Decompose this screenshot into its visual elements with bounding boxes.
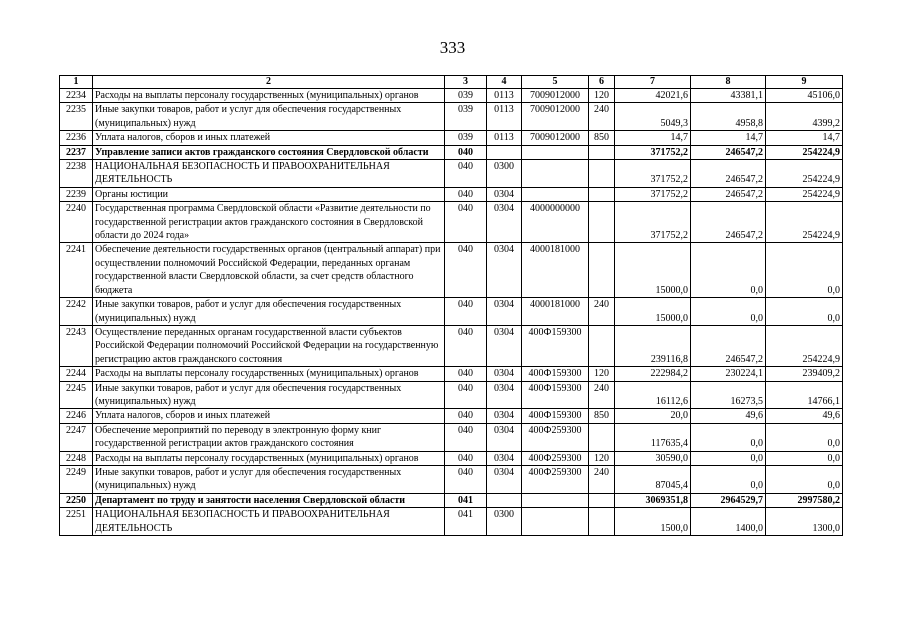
col-header: 8	[691, 76, 766, 89]
row-name: НАЦИОНАЛЬНАЯ БЕЗОПАСНОСТЬ И ПРАВООХРАНИТЕЛЬНАЯ ДЕЯТЕЛЬНОСТЬ	[93, 508, 445, 536]
table-row	[60, 423, 843, 451]
table-row	[60, 160, 843, 188]
row-target-code	[522, 187, 589, 201]
row-expense-type: 240	[589, 465, 615, 493]
row-value-col9: 0,0	[766, 451, 843, 465]
page-number: 333	[439, 38, 466, 57]
row-expense-type	[589, 423, 615, 451]
row-section-code: 0304	[487, 381, 522, 409]
row-admin-code: 040	[445, 451, 487, 465]
row-value-col8: 14,7	[691, 131, 766, 145]
row-admin-code: 040	[445, 423, 487, 451]
row-section-code: 0304	[487, 409, 522, 423]
row-expense-type: 120	[589, 451, 615, 465]
row-section-code: 0304	[487, 325, 522, 366]
table-row	[60, 493, 843, 507]
row-target-code	[522, 145, 589, 159]
row-target-code	[522, 508, 589, 536]
row-name: Обеспечение деятельности государственных органов (центральный аппарат) при осуществлении полномочий Российской Федерации, переданных органам государственной власти Свердловской области, за счет средств областного бюджета	[93, 243, 445, 298]
row-expense-type: 240	[589, 103, 615, 131]
row-admin-code: 040	[445, 325, 487, 366]
col-header: 9	[766, 76, 843, 89]
row-target-code	[522, 493, 589, 507]
row-section-code: 0304	[487, 187, 522, 201]
row-admin-code: 040	[445, 202, 487, 243]
row-number: 2249	[60, 465, 93, 493]
row-admin-code: 040	[445, 243, 487, 298]
row-target-code: 400Ф259300	[522, 451, 589, 465]
row-target-code: 7009012000	[522, 131, 589, 145]
row-expense-type: 240	[589, 298, 615, 326]
row-expense-type	[589, 508, 615, 536]
row-value-col9: 2997580,2	[766, 493, 843, 507]
row-expense-type: 120	[589, 367, 615, 381]
row-section-code: 0304	[487, 243, 522, 298]
col-header: 7	[615, 76, 691, 89]
row-value-col7: 15000,0	[615, 243, 691, 298]
row-number: 2251	[60, 508, 93, 536]
col-header: 3	[445, 76, 487, 89]
table-row	[60, 202, 843, 243]
row-admin-code: 041	[445, 508, 487, 536]
row-admin-code: 039	[445, 103, 487, 131]
row-admin-code: 041	[445, 493, 487, 507]
row-name: Департамент по труду и занятости населения Свердловской области	[93, 493, 445, 507]
row-target-code: 7009012000	[522, 89, 589, 103]
col-header: 2	[93, 76, 445, 89]
row-section-code	[487, 493, 522, 507]
col-header: 6	[589, 76, 615, 89]
row-name: Расходы на выплаты персоналу государственных (муниципальных) органов	[93, 451, 445, 465]
row-target-code: 4000181000	[522, 243, 589, 298]
row-value-col8: 2964529,7	[691, 493, 766, 507]
row-admin-code: 040	[445, 298, 487, 326]
row-number: 2235	[60, 103, 93, 131]
row-section-code: 0304	[487, 423, 522, 451]
row-value-col9: 1300,0	[766, 508, 843, 536]
row-value-col7: 117635,4	[615, 423, 691, 451]
row-value-col8: 0,0	[691, 465, 766, 493]
row-name: Уплата налогов, сборов и иных платежей	[93, 409, 445, 423]
row-expense-type	[589, 325, 615, 366]
row-name: Иные закупки товаров, работ и услуг для обеспечения государственных (муниципальных) нужд	[93, 103, 445, 131]
row-value-col9: 45106,0	[766, 89, 843, 103]
row-section-code: 0304	[487, 451, 522, 465]
row-number: 2240	[60, 202, 93, 243]
row-section-code: 0113	[487, 89, 522, 103]
row-name: Обеспечение мероприятий по переводу в электронную форму книг государственной регистрации актов гражданского состояния	[93, 423, 445, 451]
row-name: Органы юстиции	[93, 187, 445, 201]
row-admin-code: 040	[445, 381, 487, 409]
row-value-col7: 371752,2	[615, 145, 691, 159]
row-value-col7: 239116,8	[615, 325, 691, 366]
row-number: 2244	[60, 367, 93, 381]
row-value-col9: 49,6	[766, 409, 843, 423]
row-value-col7: 42021,6	[615, 89, 691, 103]
row-value-col7: 16112,6	[615, 381, 691, 409]
row-section-code: 0304	[487, 465, 522, 493]
row-value-col7: 20,0	[615, 409, 691, 423]
row-name: Иные закупки товаров, работ и услуг для обеспечения государственных (муниципальных) нужд	[93, 381, 445, 409]
row-value-col8: 49,6	[691, 409, 766, 423]
row-value-col8: 43381,1	[691, 89, 766, 103]
row-name: Государственная программа Свердловской области «Развитие деятельности по государственной регистрации актов гражданского состояния в Свердловской области до 2024 года»	[93, 202, 445, 243]
row-section-code: 0304	[487, 202, 522, 243]
row-number: 2247	[60, 423, 93, 451]
table-row	[60, 381, 843, 409]
row-value-col7: 14,7	[615, 131, 691, 145]
row-admin-code: 040	[445, 465, 487, 493]
row-number: 2234	[60, 89, 93, 103]
row-value-col9: 14,7	[766, 131, 843, 145]
row-section-code	[487, 145, 522, 159]
row-value-col8: 0,0	[691, 298, 766, 326]
row-value-col7: 371752,2	[615, 202, 691, 243]
row-number: 2241	[60, 243, 93, 298]
row-name: Иные закупки товаров, работ и услуг для обеспечения государственных (муниципальных) нужд	[93, 298, 445, 326]
row-value-col8: 246547,2	[691, 160, 766, 188]
table-row	[60, 103, 843, 131]
row-target-code	[522, 160, 589, 188]
row-name: НАЦИОНАЛЬНАЯ БЕЗОПАСНОСТЬ И ПРАВООХРАНИТЕЛЬНАЯ ДЕЯТЕЛЬНОСТЬ	[93, 160, 445, 188]
row-number: 2245	[60, 381, 93, 409]
row-value-col8: 246547,2	[691, 325, 766, 366]
table-row	[60, 465, 843, 493]
row-number: 2238	[60, 160, 93, 188]
table-row	[60, 298, 843, 326]
row-number: 2236	[60, 131, 93, 145]
table-row	[60, 409, 843, 423]
row-value-col8: 1400,0	[691, 508, 766, 536]
row-admin-code: 040	[445, 367, 487, 381]
row-expense-type	[589, 243, 615, 298]
row-name: Иные закупки товаров, работ и услуг для обеспечения государственных (муниципальных) нужд	[93, 465, 445, 493]
row-number: 2237	[60, 145, 93, 159]
row-number: 2239	[60, 187, 93, 201]
table-row	[60, 145, 843, 159]
row-expense-type	[589, 493, 615, 507]
row-name: Расходы на выплаты персоналу государственных (муниципальных) органов	[93, 89, 445, 103]
row-value-col9: 0,0	[766, 298, 843, 326]
row-admin-code: 039	[445, 89, 487, 103]
row-value-col7: 5049,3	[615, 103, 691, 131]
row-section-code: 0113	[487, 103, 522, 131]
row-value-col7: 1500,0	[615, 508, 691, 536]
row-value-col9: 0,0	[766, 243, 843, 298]
row-value-col7: 3069351,8	[615, 493, 691, 507]
row-target-code: 4000181000	[522, 298, 589, 326]
row-value-col7: 87045,4	[615, 465, 691, 493]
row-value-col7: 371752,2	[615, 160, 691, 188]
row-expense-type: 120	[589, 89, 615, 103]
row-name: Расходы на выплаты персоналу государственных (муниципальных) органов	[93, 367, 445, 381]
row-section-code: 0300	[487, 160, 522, 188]
row-value-col8: 246547,2	[691, 145, 766, 159]
row-expense-type	[589, 145, 615, 159]
row-value-col9: 254224,9	[766, 145, 843, 159]
row-target-code: 400Ф259300	[522, 423, 589, 451]
row-target-code: 4000000000	[522, 202, 589, 243]
row-number: 2242	[60, 298, 93, 326]
row-value-col9: 254224,9	[766, 187, 843, 201]
row-number: 2246	[60, 409, 93, 423]
row-value-col9: 254224,9	[766, 325, 843, 366]
table-row	[60, 508, 843, 536]
row-section-code: 0113	[487, 131, 522, 145]
row-value-col8: 0,0	[691, 243, 766, 298]
table-row	[60, 451, 843, 465]
row-section-code: 0304	[487, 298, 522, 326]
row-value-col8: 0,0	[691, 423, 766, 451]
row-value-col7: 222984,2	[615, 367, 691, 381]
row-expense-type	[589, 160, 615, 188]
row-name: Уплата налогов, сборов и иных платежей	[93, 131, 445, 145]
table-row	[60, 243, 843, 298]
row-section-code: 0304	[487, 367, 522, 381]
col-header: 4	[487, 76, 522, 89]
row-expense-type: 850	[589, 131, 615, 145]
row-name: Управление записи актов гражданского состояния Свердловской области	[93, 145, 445, 159]
row-value-col9: 14766,1	[766, 381, 843, 409]
row-target-code: 400Ф159300	[522, 367, 589, 381]
row-target-code: 7009012000	[522, 103, 589, 131]
row-value-col7: 15000,0	[615, 298, 691, 326]
row-target-code: 400Ф159300	[522, 381, 589, 409]
row-value-col9: 254224,9	[766, 160, 843, 188]
table-row	[60, 89, 843, 103]
row-value-col9: 4399,2	[766, 103, 843, 131]
row-value-col8: 246547,2	[691, 187, 766, 201]
row-admin-code: 040	[445, 409, 487, 423]
row-value-col8: 0,0	[691, 451, 766, 465]
row-value-col7: 30590,0	[615, 451, 691, 465]
table-row	[60, 131, 843, 145]
row-expense-type	[589, 202, 615, 243]
row-admin-code: 040	[445, 160, 487, 188]
row-admin-code: 040	[445, 145, 487, 159]
row-number: 2250	[60, 493, 93, 507]
table-row	[60, 367, 843, 381]
row-target-code: 400Ф159300	[522, 409, 589, 423]
row-value-col9: 0,0	[766, 465, 843, 493]
row-target-code: 400Ф259300	[522, 465, 589, 493]
header-row	[60, 76, 843, 89]
col-header: 1	[60, 76, 93, 89]
row-target-code: 400Ф159300	[522, 325, 589, 366]
row-number: 2248	[60, 451, 93, 465]
row-value-col8: 230224,1	[691, 367, 766, 381]
row-number: 2243	[60, 325, 93, 366]
row-section-code: 0300	[487, 508, 522, 536]
row-expense-type: 850	[589, 409, 615, 423]
row-value-col9: 239409,2	[766, 367, 843, 381]
row-value-col9: 0,0	[766, 423, 843, 451]
table-row	[60, 187, 843, 201]
row-value-col7: 371752,2	[615, 187, 691, 201]
row-expense-type	[589, 187, 615, 201]
row-name: Осуществление переданных органам государственной власти субъектов Российской Федерации полномочий Российской Федерации на государственную регистрацию актов гражданского состояния	[93, 325, 445, 366]
col-header: 5	[522, 76, 589, 89]
row-value-col8: 246547,2	[691, 202, 766, 243]
row-value-col8: 4958,8	[691, 103, 766, 131]
table-row	[60, 325, 843, 366]
row-admin-code: 039	[445, 131, 487, 145]
budget-table	[59, 75, 843, 536]
row-admin-code: 040	[445, 187, 487, 201]
row-value-col8: 16273,5	[691, 381, 766, 409]
row-value-col9: 254224,9	[766, 202, 843, 243]
row-expense-type: 240	[589, 381, 615, 409]
